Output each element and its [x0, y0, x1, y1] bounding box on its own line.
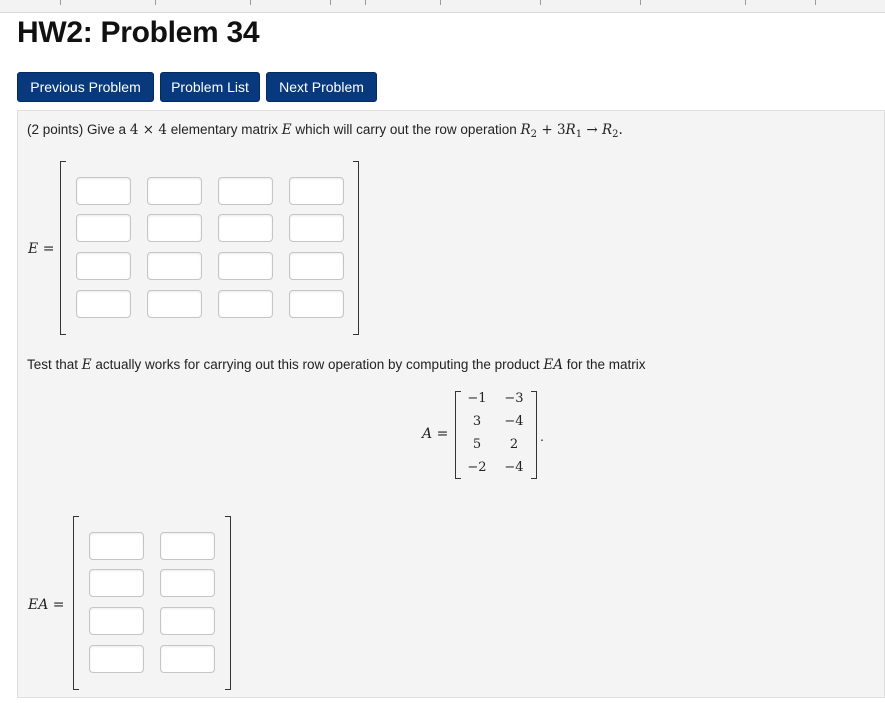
previous-problem-button[interactable]: Previous Problem	[17, 72, 154, 102]
matrix-E-cell-1-3[interactable]	[218, 177, 273, 205]
matrix-A-value: −1	[467, 391, 487, 406]
problem-prompt	[27, 122, 623, 140]
matrix-EA-cell-2-2[interactable]	[160, 569, 215, 597]
matrix-A-value: −4	[504, 460, 524, 475]
matrix-EA-cell-3-1[interactable]	[89, 607, 144, 635]
matrix-A-left-bracket	[455, 391, 461, 479]
matrix-EA-cell-2-1[interactable]	[89, 569, 144, 597]
test-prompt	[27, 357, 646, 373]
points-label: (2 points)	[27, 122, 84, 137]
prompt-text: elementary matrix	[170, 122, 278, 137]
matrix-A-period: .	[540, 428, 544, 444]
matrix-E-cell-4-1[interactable]	[76, 290, 131, 318]
matrix-E-right-bracket	[353, 161, 359, 335]
matrix-E-cell-3-1[interactable]	[76, 252, 131, 280]
matrix-size: 4 × 4	[129, 122, 167, 138]
matrix-EA-label: EA =	[28, 597, 65, 613]
matrix-E-cell-4-2[interactable]	[147, 290, 202, 318]
matrix-EA-cell-3-2[interactable]	[160, 607, 215, 635]
matrix-A-right-bracket	[531, 391, 537, 479]
math-E: E	[81, 357, 92, 373]
matrix-E-cell-2-4[interactable]	[289, 214, 344, 242]
matrix-E-cell-1-1[interactable]	[76, 177, 131, 205]
matrix-E-cell-2-2[interactable]	[147, 214, 202, 242]
matrix-E-cell-4-4[interactable]	[289, 290, 344, 318]
matrix-E-cell-3-4[interactable]	[289, 252, 344, 280]
matrix-E-cell-2-3[interactable]	[218, 214, 273, 242]
prompt-text: Give a	[87, 122, 127, 137]
prompt-text: actually works for carrying out this row operation by computing the product	[95, 357, 540, 372]
row-operation: $R_2 + 3R_1 \to R_2$.	[520, 122, 623, 140]
matrix-EA-cell-4-1[interactable]	[89, 645, 144, 673]
browser-top-strip	[0, 0, 885, 13]
matrix-A-value: −3	[504, 391, 524, 406]
matrix-E-cell-1-4[interactable]	[289, 177, 344, 205]
matrix-A-label: A =	[422, 426, 449, 442]
prompt-text: which will carry out the row operation	[295, 122, 517, 137]
matrix-A-value: −2	[467, 460, 487, 475]
matrix-EA-left-bracket	[73, 516, 79, 690]
matrix-A-value: 3	[472, 414, 482, 429]
matrix-E-cell-4-3[interactable]	[218, 290, 273, 318]
matrix-A-value: −4	[504, 414, 524, 429]
problem-panel	[17, 110, 885, 698]
matrix-E-label: E =	[28, 241, 55, 257]
matrix-E-cell-1-2[interactable]	[147, 177, 202, 205]
matrix-A-value: 2	[509, 437, 519, 452]
matrix-EA-cell-1-2[interactable]	[160, 532, 215, 560]
matrix-E-cell-3-3[interactable]	[218, 252, 273, 280]
math-EA: EA	[543, 357, 564, 373]
next-problem-button[interactable]: Next Problem	[266, 72, 377, 102]
problem-list-button[interactable]: Problem List	[160, 72, 260, 102]
matrix-EA-cell-1-1[interactable]	[89, 532, 144, 560]
matrix-EA-right-bracket	[225, 516, 231, 690]
matrix-A-value: 5	[472, 437, 482, 452]
matrix-E-left-bracket	[60, 161, 66, 335]
matrix-E-cell-3-2[interactable]	[147, 252, 202, 280]
math-E: E	[281, 122, 292, 138]
page-title: HW2: Problem 34	[17, 16, 260, 49]
matrix-EA-cell-4-2[interactable]	[160, 645, 215, 673]
prompt-text: for the matrix	[566, 357, 646, 372]
matrix-E-cell-2-1[interactable]	[76, 214, 131, 242]
prompt-text: Test that	[27, 357, 79, 372]
